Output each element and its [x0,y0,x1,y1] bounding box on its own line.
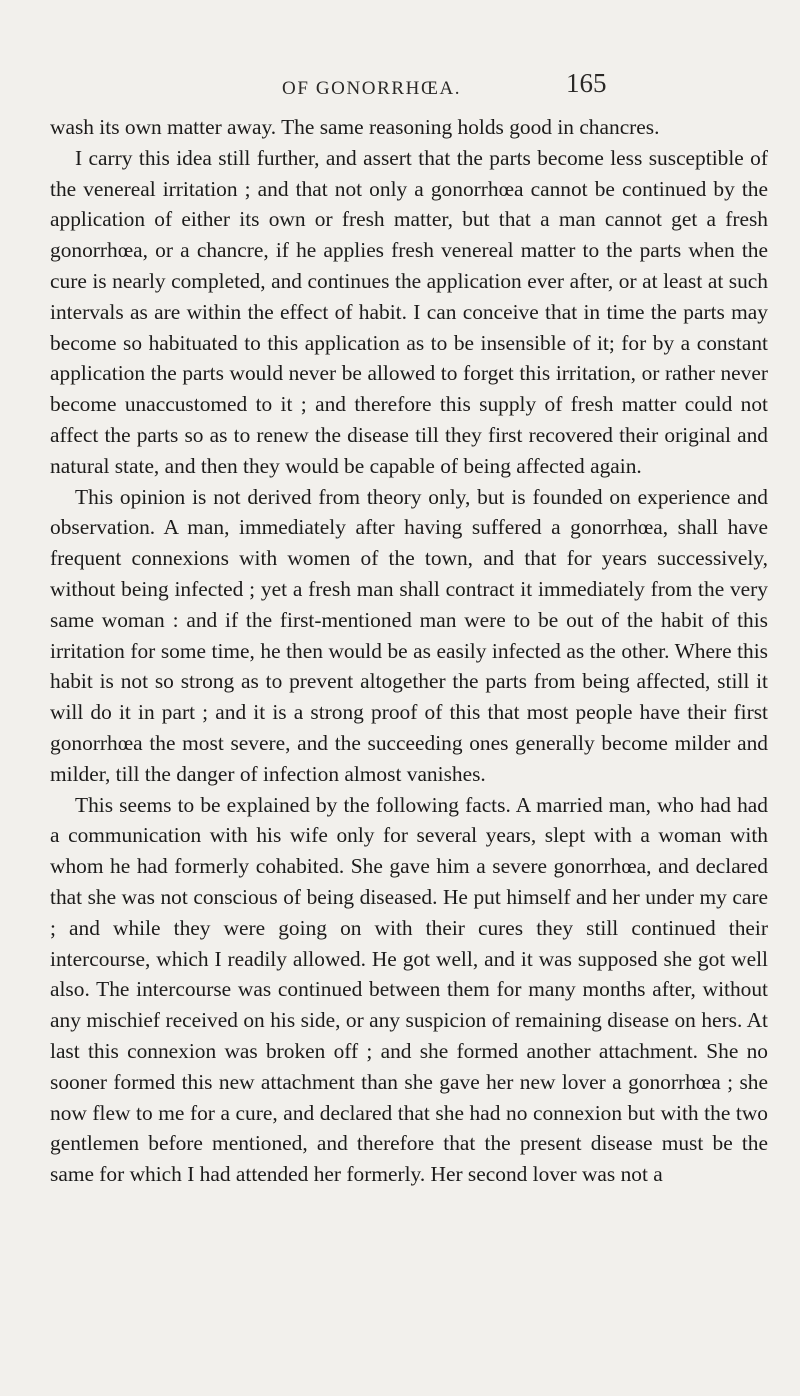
paragraph: I carry this idea still further, and assert that the parts become less susceptible of the venereal irritation ; and that not only a gonorrhœa cannot be continued by the application of either its own or fresh matter, but that a man cannot get a fresh gonorrhœa, or a chancre, if he applies fresh venereal matter to the parts when the cure is nearly completed, and continues the application ever after, or at least at such intervals as are within the effect of habit. I can conceive that in time the parts may become so habituated to this application as to be insensible of it; for by a constant application the parts would never be allowed to forget this irritation, or rather never become unaccustomed to it ; and therefore this supply of fresh matter could not affect the parts so as to renew the disease till they first recovered their original and natural state, and then they would be capable of being affected again. [50,145,768,478]
body-text [50,112,768,1190]
paragraph: This seems to be explained by the following facts. A married man, who had had a communication with his wife only for several years, slept with a woman with whom he had formerly cohabited. She gave him a severe gonorrhœa, and declared that she was not conscious of being diseased. He put himself and her under my care ; and while they were going on with their cures they still continued their intercourse, which I readily allowed. He got well, and it was supposed she got well also. The intercourse was continued between them for many months after, without any mischief received on his side, or any suspicion of remaining disease on hers. At last this connexion was broken off ; and she formed another attachment. She no sooner formed this new attachment than she gave her new lover a gonorrhœa ; she now flew to me for a cure, and declared that she had no connexion but with the two gentlemen before mentioned, and therefore that the present disease must be the same for which I had attended her formerly. Her second lover was not a [50,792,768,1187]
paragraph: This opinion is not derived from theory only, but is founded on experience and observation. A man, immediately after having suffered a gonorrhœa, shall have frequent connexions with women of the town, and that for years successively, without being infected ; yet a fresh man shall contract it immediately from the very same woman : and if the first-mentioned man were to be out of the habit of this irritation for some time, he then would be as easily infected as the other. Where this habit is not so strong as to prevent altogether the parts from being affected, still it will do it in part ; and it is a strong proof of this that most people have their first gonorrhœa the most severe, and the succeeding ones generally become milder and milder, till the danger of infection almost vanishes. [50,484,768,786]
page-number: 165 [566,68,607,98]
running-head: OF GONORRHŒA. [282,78,462,99]
paragraph-continuation: wash its own matter away. The same reasoning holds good in chancres. [50,115,660,139]
